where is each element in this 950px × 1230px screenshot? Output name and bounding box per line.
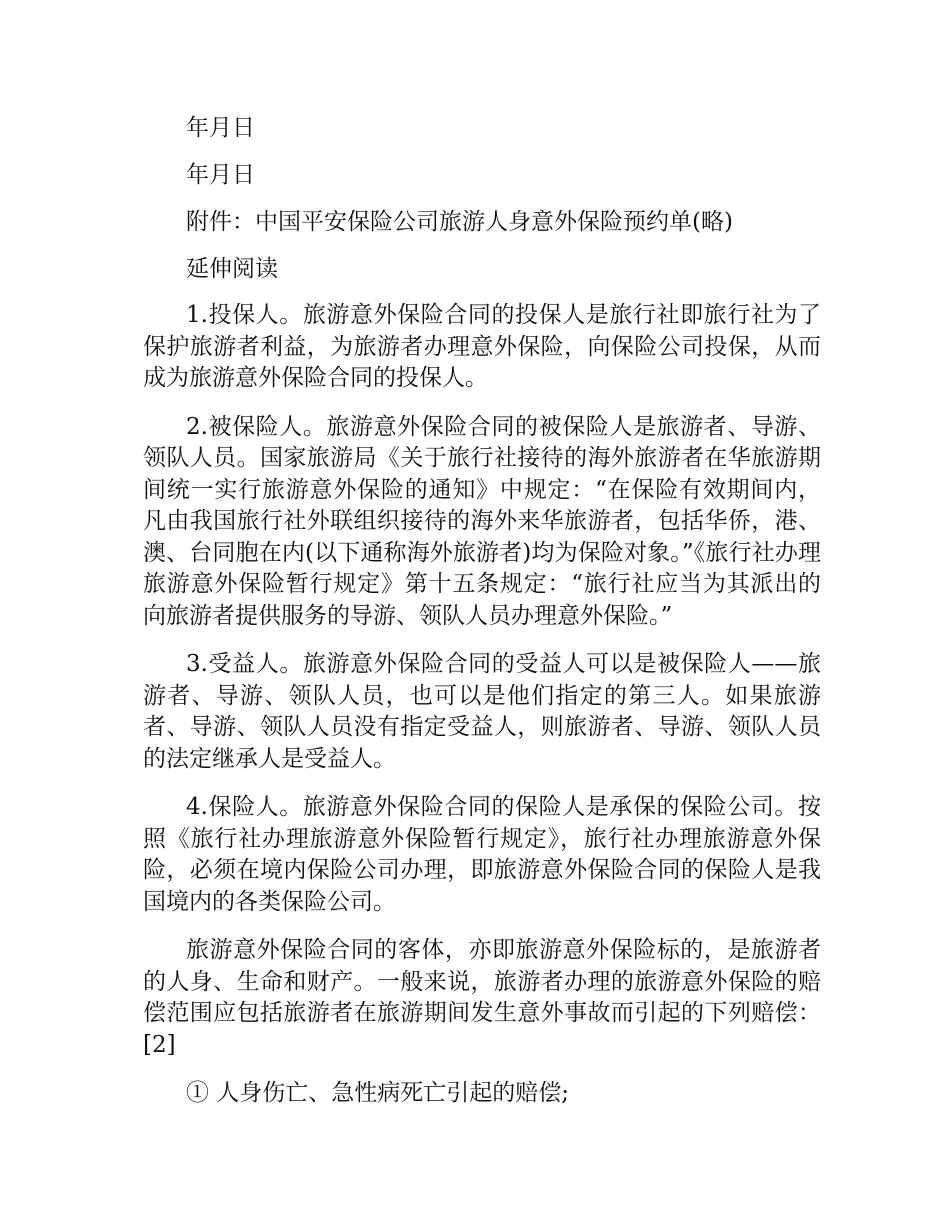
paragraph-policyholder: 1.投保人。旅游意外保险合同的投保人是旅行社即旅行社为了保护旅游者利益，为旅游者办理意外保险，向保险公司投保，从而成为旅游意外保险合同的投保人。	[143, 302, 821, 391]
paragraph-insured: 2.被保险人。旅游意外保险合同的被保险人是旅游者、导游、领队人员。国家旅游局《关于旅行社接待的海外旅游者在华旅游期间统一实行旅游意外保险的通知》中规定：“在保险有效期间内，凡由我国旅行社外联组织接待的海外来华旅游者，包括华侨，港、澳、台同胞在内(以下通称海外旅游者)均为保险对象。”《旅行社办理旅游意外保险暂行规定》第十五条规定：“旅行社应当为其派出的向旅游者提供服务的导游、领队人员办理意外保险。”	[143, 413, 821, 629]
attachment-line: 附件：中国平安保险公司旅游人身意外保险预约单(略)	[186, 209, 733, 235]
paragraph-object: 旅游意外保险合同的客体，亦即旅游意外保险标的，是旅游者的人身、生命和财产。一般来说，旅游者办理的旅游意外保险的赔偿范围应包括旅游者在旅游期间发生意外事故而引起的下列赔偿：[2]	[143, 937, 821, 1058]
paragraph-beneficiary: 3.受益人。旅游意外保险合同的受益人可以是被保险人——旅游者、导游、领队人员，也可以是他们指定的第三人。如果旅游者、导游、领队人员没有指定受益人，则旅游者、导游、领队人员的法定继承人是受益人。	[143, 651, 821, 772]
extended-reading-heading: 延伸阅读	[186, 256, 278, 282]
document-page	[143, 112, 821, 1127]
list-item-compensation: ① 人身伤亡、急性病死亡引起的赔偿;	[186, 1080, 570, 1106]
paragraph-insurer: 4.保险人。旅游意外保险合同的保险人是承保的保险公司。按照《旅行社办理旅游意外保险暂行规定》，旅行社办理旅游意外保险，必须在境内保险公司办理，即旅游意外保险合同的保险人是我国境内的各类保险公司。	[143, 794, 821, 915]
date-line: 年月日	[186, 162, 255, 188]
date-line: 年月日	[186, 115, 255, 141]
